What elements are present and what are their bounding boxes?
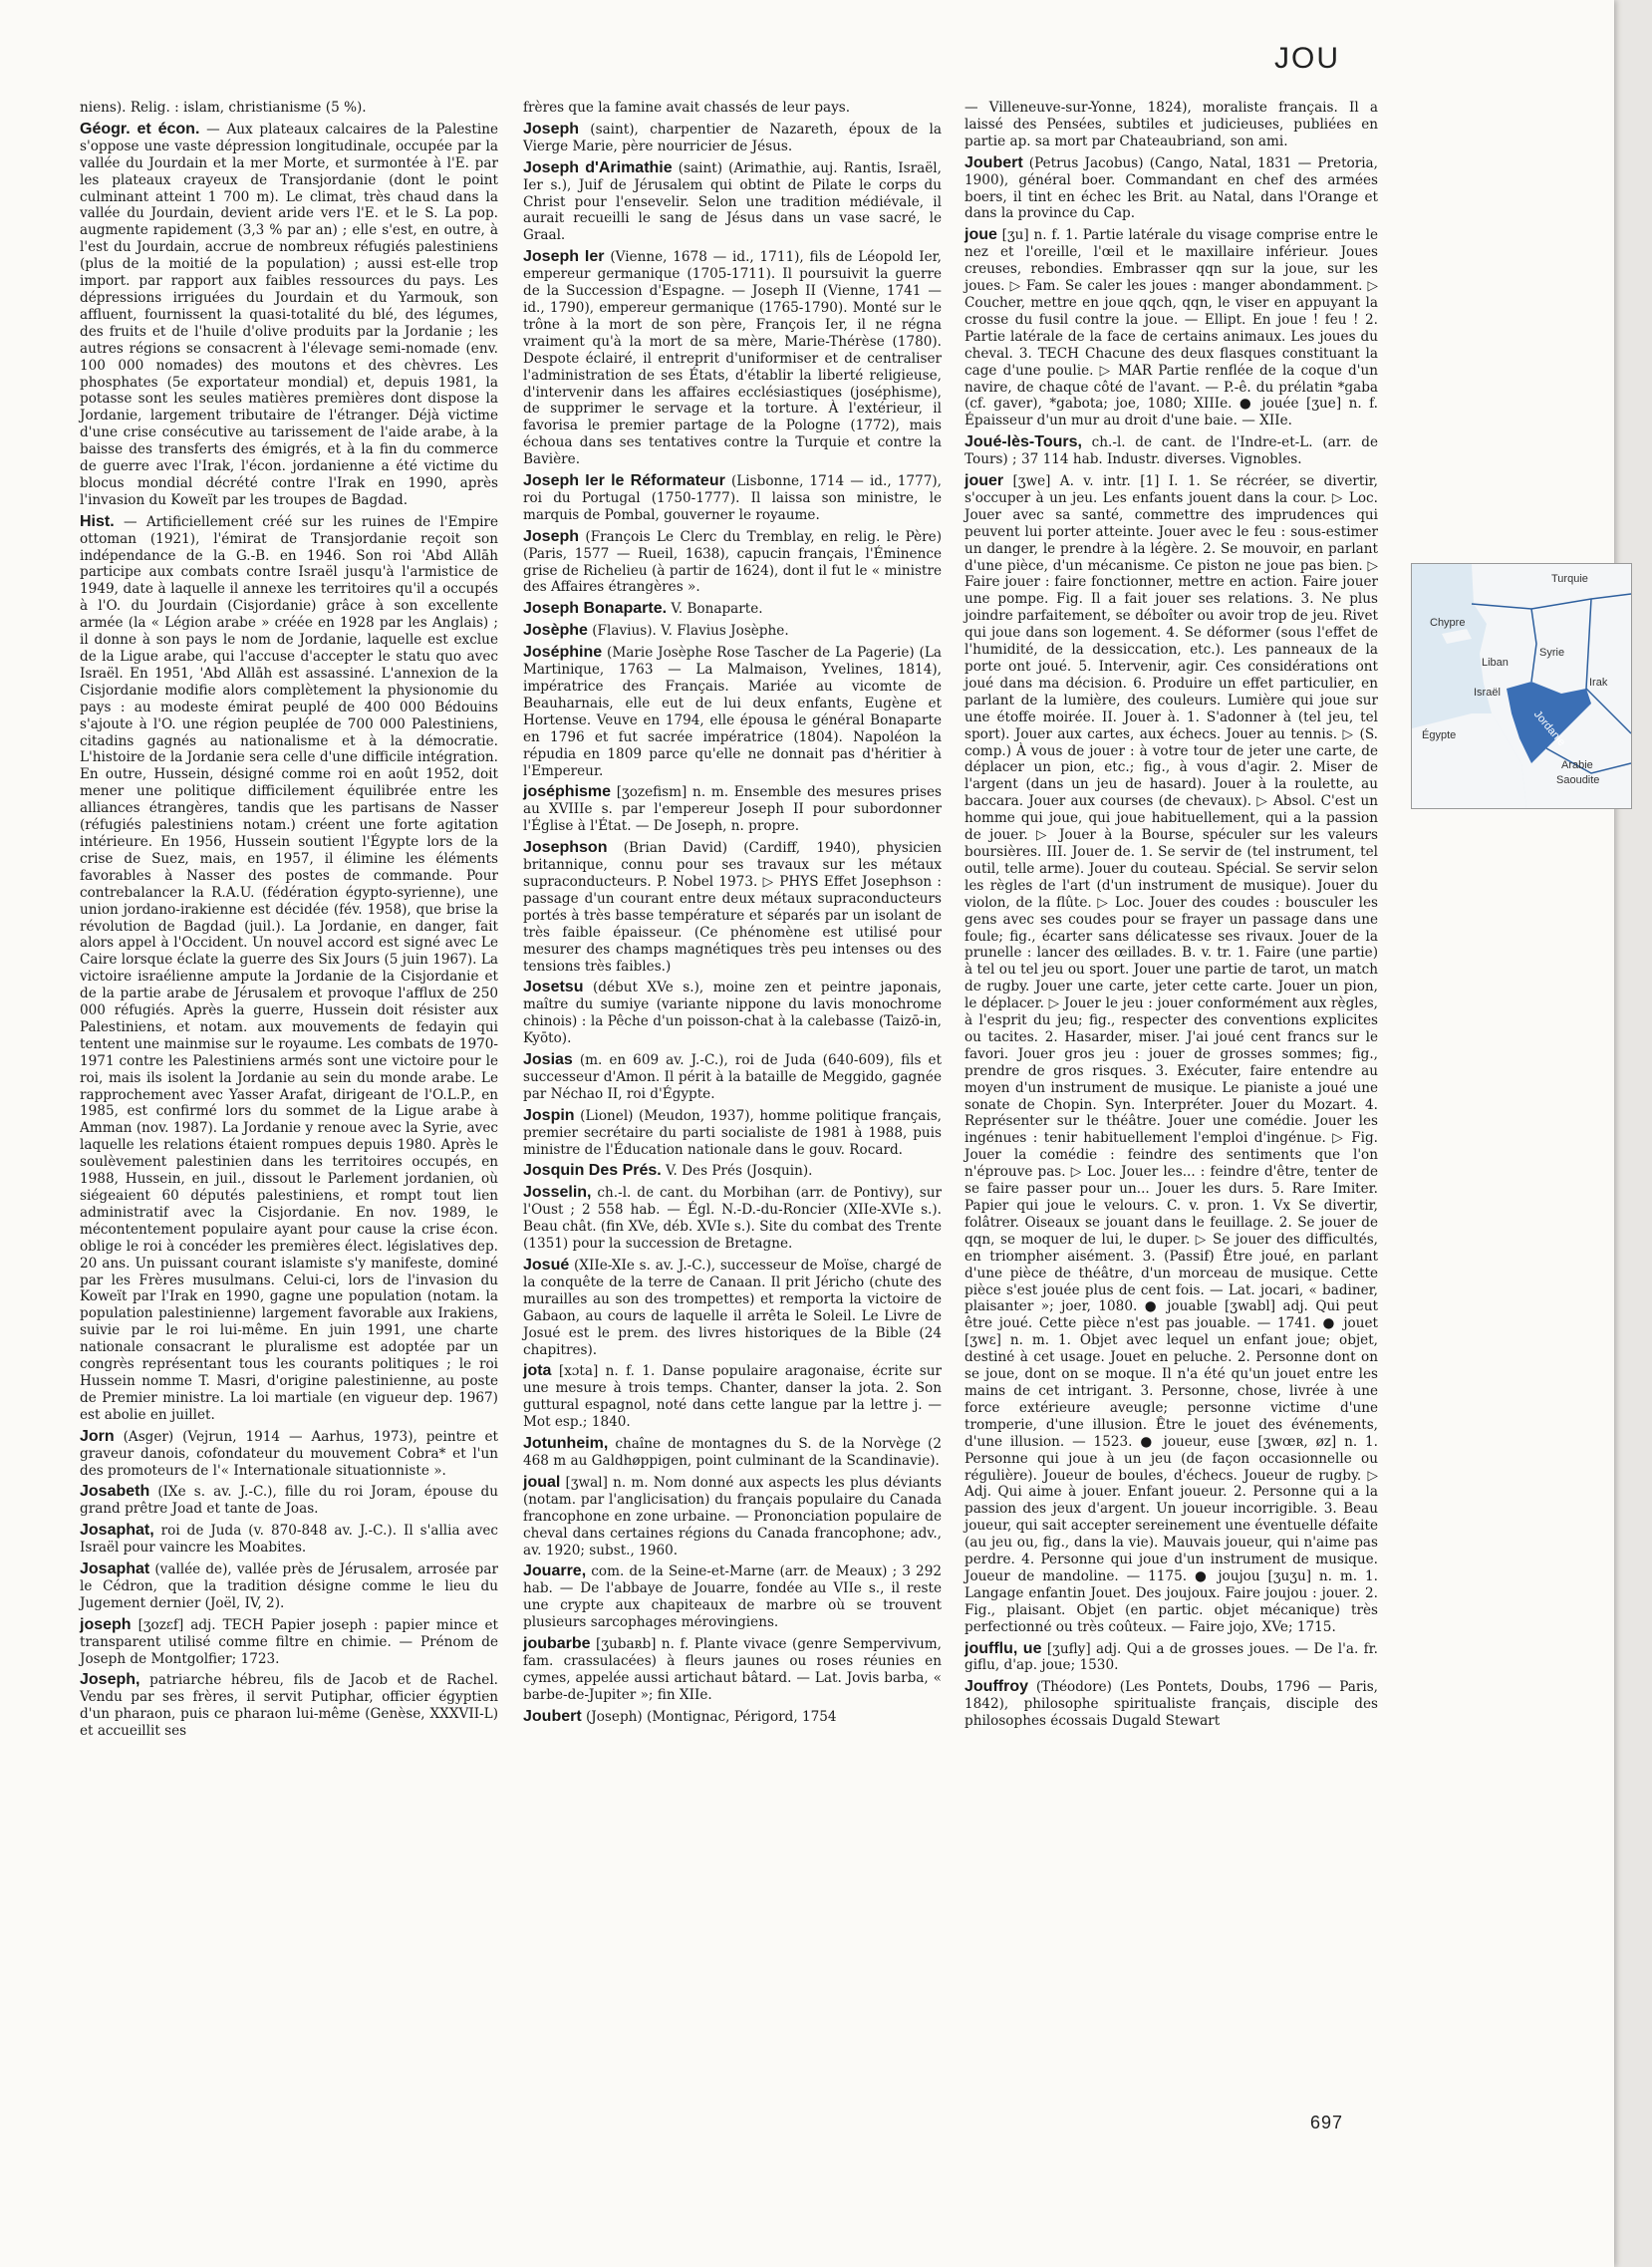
entry-headword: Joseph d'Arimathie xyxy=(523,158,673,176)
dictionary-entry xyxy=(523,1636,942,1704)
dictionary-entry xyxy=(523,1052,942,1103)
dictionary-entry xyxy=(523,249,942,468)
entry-definition: (vallée de), vallée près de Jérusalem, arrosée par le Cédron, que la tradition désigne comme le lieu du Jugement dernier (Joël, IV, 2). xyxy=(80,1561,498,1611)
entry-definition: frères que la famine avait chassés de leur pays. xyxy=(523,100,851,116)
entry-definition: (saint), charpentier de Nazareth, époux de la Vierge Marie, père nourricier de Jésus. xyxy=(523,121,942,154)
entry-definition: [ʒwal] n. m. Nom donné aux aspects les plus déviants (notam. par l'anglicisation) du français populaire du Canada francophone en zone urbaine. — Prononciation populaire de cheval dans certaines régions du Canada francophone; adv., av. 1920; subst., 1960. xyxy=(523,1474,942,1559)
entry-definition: [ʒufly] adj. Qui a de grosses joues. — De l'a. fr. giflu, d'ap. joue; 1530. xyxy=(964,1640,1378,1674)
column-1 xyxy=(80,100,498,1745)
entry-definition: (Asger) (Vejrun, 1914 — Aarhus, 1973), peintre et graveur danois, cofondateur du mouvement Cobra* et l'un des promoteurs de l'« Internationale situationniste ». xyxy=(80,1428,498,1479)
entry-headword: Josquin Des Prés. xyxy=(523,1162,662,1180)
dictionary-entry xyxy=(523,1563,942,1631)
entry-definition: (Théodore) (Les Pontets, Doubs, 1796 — Paris, 1842), philosophe spiritualiste français, disciple des philosophes écossais Dugald Stewart xyxy=(964,1679,1378,1730)
entry-definition: (IXe s. av. J.-C.), fille du roi Joram, épouse du grand prêtre Joad et tante de Joas. xyxy=(80,1484,498,1518)
entry-definition: com. de la Seine-et-Marne (arr. de Meaux) ; 3 292 hab. — De l'abbaye de Jouarre, fondée au VIIe s., il reste une crypte aux chapiteaux de marbre où se trouvent plusieurs sarcophages mérovingiens. xyxy=(523,1563,942,1631)
entry-headword: joufflu, ue xyxy=(964,1639,1042,1657)
dictionary-entry xyxy=(964,434,1378,468)
dictionary-entry xyxy=(523,1363,942,1431)
entry-definition: [ʒu] n. f. 1. Partie latérale du visage comprise entre le nez et l'oreille, l'œil et le maxillaire inférieur. Joues creuses, rebondies. Embrasser qqn sur la joue, sur les joues. ▷ Fam. Se caler les joues : manger abondamment. ▷ Coucher, mettre en joue qqch, qqn, le viser en appuyant la crosse du fusil contre la joue. — Ellipt. En joue ! feu ! 2. Partie latérale de la face de certains animaux. Les joues du cheval. 3. TECH Chacune des deux flasques constituant la cage d'une poulie. ▷ MAR Partie renflée de la coque d'un navire, de chaque côté de l'avant. — P.-ê. du prélatin *gaba (cf. gaver), *gabota; joe, 1080; XIIIe. ● jouée [ʒue] n. f. Épaisseur d'un mur au droit d'une baie. — XIIe. xyxy=(964,227,1379,429)
entry-definition: chaîne de montagnes du S. de la Norvège (2 468 m au Galdhøppigen, point culminant de la Scandinavie). xyxy=(523,1436,942,1469)
entry-definition: — Artificiellement créé sur les ruines de l'Empire ottoman (1921), l'émirat de Transjordanie reçoit son indépendance de la G.-B. en 1946. Son roi 'Abd Allāh participe aux combats contre Israël jusqu'à l'armistice de 1949, date à laquelle il annexe les territoires qu'il a occupés à l'O. du Jourdain (Cisjordanie) grâce à son excellente armée (la « Légion arabe » créée en 1928 par les Anglais) ; il donne à son pays le nom de Jordanie, laquelle est exclue de la Ligue arabe, qui l'accuse d'accepter le statu quo avec Israël. En 1951, 'Abd Allāh est assassiné. L'annexion de la Cisjordanie modifie alors complètement la physionomie du pays : au modeste émirat peuplé de 400 000 Bédouins s'ajoute à l'O. une région peuplée de 700 000 Palestiniens, citadins gagnés au nationalisme et à la démocratie. L'histoire de la Jordanie sera celle d'une difficile intégration. En outre, Hussein, désigné comme roi en août 1952, doit mener une politique difficilement équilibrée entre les alliances étrangères, tandis que les partisans de Nasser (réfugiés palestiniens notam.) créent une forte agitation intérieure. En 1956, Hussein soutient l'Égypte lors de la crise de Suez, mais, en 1957, il élimine les éléments favorables à Nasser des postes de commande. Pour contrebalancer la R.A.U. (fédération égypto-syrienne), une union jordano-irakienne est décidée (fév. 1958), que brise la révolution de Bagdad (juil.). La Jordanie, en danger, fait alors appel à l'Occident. Un nouvel accord est signé avec Le Caire lorsque éclate la guerre des Six Jours (5 juin 1967). La victoire israélienne ampute la Jordanie de la Cisjordanie et de la partie arabe de Jérusalem et provoque l'afflux de 250 000 réfugiés. Après la guerre, Hussein doit résister aux Palestiniens, et notam. aux mouvements de fedayin qui tentent une mainmise sur le royaume. Les combats de 1970-1971 contre les Palestiniens armés sont une victoire pour le roi, mais ils isolent la Jordanie au sein du monde arabe. Le rapprochement avec Yasser Arafat, dirigeant de l'O.L.P., en 1985, est confirmé lors du sommet de la Ligue arabe à Amman (nov. 1987). La Jordanie y renoue avec la Syrie, avec laquelle les relations étaient rompues depuis 1980. Après le soulèvement palestinien dans les territoires occupés, en 1988, Hussein, en juil., dissout le Parlement jordanien, où siégeaient 60 députés palestiniens, et rompt tout lien administratif avec la Cisjordanie. En nov. 1989, le mécontentement populaire ayant pour cause la crise écon. oblige le roi à concéder les premières élect. législatives dep. 20 ans. Un puissant courant islamiste s'y manifeste, dominé par les Frères musulmans. Celui-ci, lors de l'invasion du Koweït par l'Irak en 1990, gagne une population (notam. la population palestinienne) largement favorable aux Irakiens, suivie par le roi lui-même. En juin 1991, une charte nationale consacrant le pluralisme est adoptée par un congrès représentant tous les courants politiques ; le roi Hussein nomme T. Masri, d'origine palestinienne, au poste de Premier ministre. La loi martiale (en vigueur dep. 1967) est abolie en juillet. xyxy=(80,513,498,1423)
dictionary-entry xyxy=(523,784,942,835)
map-label-israel: Israël xyxy=(1474,687,1501,699)
dictionary-entry xyxy=(80,100,498,117)
entry-headword: Hist. xyxy=(80,512,115,530)
entry-definition: ch.-l. de cant. du Morbihan (arr. de Pontivy), sur l'Oust ; 2 558 hab. — Égl. N.-D.-du-Roncier (XIIe-XVIe s.). Beau chât. (fin XVe, déb. XVIe s.). Site du combat des Trente (1351) pour la succession de Bretagne. xyxy=(523,1185,942,1253)
entry-definition: V. Des Prés (Josquin). xyxy=(666,1163,813,1180)
entry-headword: Josué xyxy=(523,1257,570,1274)
entry-headword: Géogr. et écon. xyxy=(80,120,200,138)
entry-headword: joubarbe xyxy=(523,1635,591,1653)
entry-headword: Jouffroy xyxy=(964,1678,1028,1696)
entry-definition: [xɔta] n. f. 1. Danse populaire aragonaise, écrite sur une mesure à trois temps. Chanter, danser la jota. 2. Son guttural espagnol, noté dans cette langue par la lettre j. — Mot esp.; 1840. xyxy=(523,1363,942,1431)
entry-headword: Joué-lès-Tours, xyxy=(964,433,1082,451)
dictionary-entry xyxy=(80,514,498,1424)
map-label-jordanie: Jordanie xyxy=(1530,708,1568,749)
dictionary-entry xyxy=(964,1641,1378,1675)
entry-headword: Joseph Ier le Réformateur xyxy=(523,472,725,490)
entry-definition: (Lisbonne, 1714 — id., 1777), roi du Portugal (1750-1777). Il laissa son ministre, le marquis de Pombal, gouverner le royaume. xyxy=(523,473,942,523)
dictionary-entry xyxy=(523,980,942,1047)
dictionary-entry xyxy=(523,529,942,597)
entry-headword: Josabeth xyxy=(80,1483,150,1501)
dictionary-entry xyxy=(80,1484,498,1518)
page-number: 697 xyxy=(1309,2113,1343,2132)
entry-definition: (Marie Josèphe Rose Tascher de La Pagerie) (La Martinique, 1763 — La Malmaison, Yvelines, 1814), impératrice des Français. Mariée au vicomte de Beauharnais, elle eut de lui deux enfants, Eugène et Hortense. Veuve en 1794, elle épousa le général Bonaparte en 1796 et fut sacrée impératrice (1804). Napoléon la répudia en 1809 parce qu'elle ne donnait pas d'héritier à l'Empereur. xyxy=(523,645,942,779)
entry-definition: ch.-l. de cant. de l'Indre-et-L. (arr. de Tours) ; 37 114 hab. Industr. diverses. Vignobles. xyxy=(964,434,1378,468)
dictionary-entry xyxy=(80,1429,498,1480)
map-label-liban: Liban xyxy=(1482,657,1509,669)
entry-headword: Joubert xyxy=(523,1707,582,1725)
entry-headword: Jouarre, xyxy=(523,1562,587,1580)
map-label-irak: Irak xyxy=(1589,677,1608,689)
map-label-syrie: Syrie xyxy=(1539,647,1565,659)
dictionary-entry xyxy=(523,1436,942,1470)
entry-definition: niens). Relig. : islam, christianisme (5 %). xyxy=(80,100,367,116)
entry-definition: [ʒwe] A. v. intr. [1] I. 1. Se récréer, se divertir, s'occuper à un jeu. Les enfants jouent dans la cour. ▷ Loc. Jouer avec sa santé, commettre des imprudences qui peuvent lui porter atteinte. Jouer avec le feu : sous-estimer un danger, le prendre à la légère. 2. Se mouvoir, en parlant d'une pièce, d'un mécanisme. Ce piston ne joue pas bien. ▷ Faire jouer : faire fonctionner, mettre en action. Faire jouer une pompe. Fig. Il a fait jouer ses relations. 3. Ne plus joindre parfaitement, se déboîter ou avoir trop de jeu. Rivet qui joue dans son logement. 4. Se déformer (sous l'effet de l'humidité, de la dessiccation, etc.). Les panneaux de la porte ont joué. 5. Intervenir, agir. Ces considérations ont joué dans ma décision. 6. Produire un effet particulier, en parlant de la lumière, des couleurs. Lumière qui joue sur une étoffe moirée. II. Jouer à. 1. S'adonner à (tel jeu, tel sport). Jouer aux cartes, aux échecs. Jouer au tennis. ▷ (S. comp.) À vous de jouer : à votre tour de jeter une carte, de déplacer un pion, etc.; fig., à vous d'agir. 2. Miser de l'argent (dans un jeu de hasard). Jouer à la roulette, au baccara. Jouer aux courses (de chevaux). ▷ Absol. C'est un homme qui joue, qui joue habituellement, qui a la passion de jouer. ▷ Jouer à la Bourse, spéculer sur les valeurs boursières. III. Jouer de. 1. Se servir de (tel instrument, tel outil, telle arme). Jouer du couteau. Spécial. Se servir selon les règles de l'art (d'un instrument de musique). Jouer du violon, de la flûte. ▷ Loc. Jouer des coudes : bousculer les gens avec ses coudes pour se frayer un passage dans une foule; fig., écarter sans délicatesse ses rivaux. Jouer de la prunelle : lancer des œillades. B. v. tr. 1. Faire (une partie) à tel ou tel jeu ou sport. Jouer une partie de tarot, un match de rugby. Jouer une carte, jeter cette carte. Jouer un pion, le déplacer. ▷ Jouer le jeu : jouer conformément aux règles, à l'esprit du jeu; fig., respecter des conventions explicites ou tacites. 2. Hasarder, miser. J'ai joué cent francs sur le favori. Jouer gros jeu : jouer de grosses sommes; fig., prendre de gros risques. 3. Exécuter, faire entendre au moyen d'un instrument de musique. Le pianiste a joué une sonate de Chopin. Syn. Interpréter. Jouer du Mozart. 4. Représenter sur le théâtre. Jouer une comédie. Jouer les ingénues : tenir habituellement l'emploi d'ingénue. ▷ Fig. Jouer la comédie : feindre des sentiments que l'on n'éprouve pas. ▷ Loc. Jouer les... : feindre d'être, tenter de se faire passer pour un... Jouer les durs. 5. Rare Imiter. Papier qui joue le velours. C. v. pron. 1. Vx Se divertir, folâtrer. Oiseaux se jouant dans le feuillage. 2. Se jouer de qqn, se moquer de lui, le duper. ▷ Se jouer des difficultés, en triompher aisément. 3. (Passif) Être joué, en parlant d'une pièce de théâtre, d'un morceau de musique. Cette pièce s'est jouée plus de cent fois. — Lat. jocari, « badiner, plaisanter »; joer, 1080. ● jouable [ʒwabl] adj. Qui peut être joué. Cette pièce n'est pas jouable. — 1741. ● jouet [ʒwɛ] n. m. 1. Objet avec lequel un enfant joue; objet, destiné à cet usage. Jouet en peluche. 2. Personne dont on se joue, dont on se moque. Il n'a été qu'un jouet entre les mains de cet intrigant. 3. Personne, chose, livrée à une force extérieure aveugle; personne victime d'une tromperie, d'une illusion. Être le jouet des événements, d'une illusion. — 1523. ● joueur, euse [ʒwœʀ, øz] n. 1. Personne qui joue à un jeu (de façon occasionnelle ou régulière). Joueur de boules, d'échecs. Joueur de rugby. ▷ Adj. Qui aime à jouer. Enfant joueur. 2. Personne qui a la passion des jeux d'argent. Un joueur incorrigible. 3. Beau joueur, qui sait accepter sereinement une éventuelle défaite (au jeu ou, fig., dans la vie). Mauvais joueur, qui n'aime pas perdre. 4. Personne qui joue d'un instrument de musique. Joueur de mandoline. — 1175. ● joujou [ʒuʒu] n. m. 1. Langage enfantin Jouet. Des joujoux. Faire joujou : jouer. 2. Fig., plaisant. Objet (en partic. objet mécanique) très perfectionné ou très coûteux. — Faire jojo, XVe; 1715. xyxy=(964,473,1378,1635)
column-3 xyxy=(964,100,1378,1735)
entry-definition: — Villeneuve-sur-Yonne, 1824), moraliste français. Il a laissé des Pensées, subtiles et judicieuses, publiées en partie ap. sa mort par Chateaubriand, son ami. xyxy=(964,100,1378,149)
map-label-egypte: Égypte xyxy=(1422,729,1457,741)
dictionary-entry xyxy=(523,122,942,155)
entry-headword: Jorn xyxy=(80,1427,115,1445)
dictionary-entry xyxy=(80,1672,498,1740)
dictionary-entry xyxy=(523,1475,942,1559)
entry-definition: V. Bonaparte. xyxy=(671,601,763,618)
map-label-arabie: Arabie xyxy=(1561,759,1593,771)
dictionary-entry xyxy=(964,227,1378,429)
dictionary-entry xyxy=(80,122,498,509)
dictionary-entry xyxy=(523,100,942,117)
dictionary-entry xyxy=(523,601,942,618)
entry-headword: Jospin xyxy=(523,1106,575,1124)
entry-definition: (François Le Clerc du Tremblay, en relig. le Père) (Paris, 1577 — Rueil, 1638), capucin français, l'Éminence grise de Richelieu (à partir de 1624), dont il fut le « ministre des Affaires étrangères ». xyxy=(523,528,942,596)
entry-definition: — Aux plateaux calcaires de la Palestine s'oppose une vaste dépression longitudinale, occupée par la vallée du Jourdain et la mer Morte, et surmontée à l'E. par les plateaux crayeux de Transjordanie (dont le point culminant atteint 1 700 m). Le climat, très chaud dans la vallée du Jourdain, devient aride vers l'E. et le S. La pop. augmente rapidement (3,3 % par an) ; elle s'est, en outre, à l'est du Jourdain, accrue de nombreux réfugiés palestiniens (plus de la moitié de la population) ; aussi est-elle trop import. par rapport aux faibles ressources du pays. Les dépressions irriguées du Jourdain et du Yarmouk, son affluent, fournissent la quasi-totalité du blé, des légumes, des fruits et de l'huile d'olive produits par la Jordanie ; les autres régions se consacrent à l'élevage semi-nomade (env. 100 000 nomades) des moutons et des chèvres. Les phosphates (5e exportateur mondial) et, depuis 1981, la potasse sont les seules matières premières dont dispose la Jordanie, largement tributaire de l'étranger. Déjà victime d'une crise consécutive au tarissement de l'aide arabe, à la baisse des transferts des émigrés, et à la fin du commerce de guerre avec l'Irak, l'écon. jordanienne a été victime du blocus mondial décrété contre l'Irak en 1990, après l'invasion du Koweït par les troupes de Bagdad. xyxy=(80,121,498,508)
entry-headword: Joubert xyxy=(964,153,1023,171)
entry-definition: (saint) (Arimathie, auj. Rantis, Israël, Ier s.), Juif de Jérusalem qui obtint de Pilate le corps du Christ pour l'ensevelir. Selon une tradition médiévale, il aurait recueilli le sang de Jésus dans un vase sacré, le Graal. xyxy=(523,159,942,244)
entry-headword: jouer xyxy=(964,472,1004,490)
dictionary-entry xyxy=(80,1617,498,1668)
entry-headword: Joséphine xyxy=(523,644,603,662)
map-svg xyxy=(1412,564,1631,808)
entry-definition: [ʒozɛf] adj. TECH Papier joseph : papier mince et transparent utilisé comme filtre en chimie. — Prénom de Joseph de Montgolfier; 1723. xyxy=(80,1616,498,1667)
column-2 xyxy=(523,100,942,1731)
entry-definition: (Flavius). V. Flavius Josèphe. xyxy=(592,623,789,640)
dictionary-entry xyxy=(80,1523,498,1557)
entry-headword: Joseph xyxy=(523,527,580,545)
entry-definition: patriarche hébreu, fils de Jacob et de Rachel. Vendu par ses frères, il servit Putiphar, officier égyptien d'un pharaon, puis ce pharaon lui-même (Genèse, XXXVII-L) et accueillit ses xyxy=(80,1672,498,1740)
dictionary-entry xyxy=(523,1709,942,1726)
entry-headword: Josaphat, xyxy=(80,1522,154,1540)
entry-headword: Joseph, xyxy=(80,1671,140,1689)
entry-headword: joue xyxy=(964,226,997,244)
entry-headword: Joseph Ier xyxy=(523,248,605,266)
dictionary-entry xyxy=(523,1185,942,1253)
entry-definition: [ʒubaʀb] n. f. Plante vivace (genre Sempervivum, fam. crassulacées) à fleurs jaunes ou roses réunies en cymes, appelée aussi artichaut bâtard. — Lat. Jovis barba, « barbe-de-Jupiter »; fin XIIe. xyxy=(523,1636,943,1703)
entry-headword: jota xyxy=(523,1362,552,1380)
jordan-location-map xyxy=(1411,563,1632,809)
dictionary-entry xyxy=(523,1163,942,1180)
dictionary-entry xyxy=(964,155,1378,223)
entry-definition: (Vienne, 1678 — id., 1711), fils de Léopold Ier, empereur germanique (1705-1711). Il poursuivit la guerre de la Succession d'Espagne. — Joseph II (Vienne, 1741 — id., 1790), empereur germanique (1765-1790). Monté sur le trône à la mort de son père, François Ier, il ne régna vraiment qu'à la mort de sa mère, Marie-Thérèse (1780). Despote éclairé, il entreprit d'uniformiser et de centraliser l'administration de ses États, d'établir la liberté religieuse, d'intervenir dans les affaires ecclésiastiques (joséphisme), de supprimer le servage et la torture. À l'extérieur, il favorisa le premier partage de la Pologne (1772), mais échoua dans ses tentatives contre la Turquie et contre la Bavière. xyxy=(523,249,942,468)
dictionary-entry xyxy=(523,840,942,975)
entry-definition: roi de Juda (v. 870-848 av. J.-C.). Il s'allia avec Israël pour vaincre les Moabites. xyxy=(80,1523,499,1557)
dictionary-entry xyxy=(523,623,942,640)
dictionary-entry xyxy=(964,473,1378,1636)
dictionary-entry xyxy=(523,645,942,779)
map-label-turquie: Turquie xyxy=(1551,573,1588,585)
dictionary-entry xyxy=(964,100,1378,150)
dictionary-entry xyxy=(80,1561,498,1612)
dictionary-entry xyxy=(964,1679,1378,1730)
entry-definition: [ʒozefism] n. m. Ensemble des mesures prises au XVIIIe s. par l'empereur Joseph II pour subordonner l'Église à l'État. — De Joseph, n. propre. xyxy=(523,784,943,835)
entry-headword: Joseph xyxy=(523,120,580,138)
entry-definition: (Petrus Jacobus) (Cango, Natal, 1831 — Pretoria, 1900), général boer. Commandant en chef des armées boers, il tint en échec les Brit. au Natal, dans l'Orange et dans la province du Cap. xyxy=(964,154,1378,222)
map-label-chypre: Chypre xyxy=(1430,617,1466,629)
dictionary-entry xyxy=(523,1258,942,1358)
running-head: JOU xyxy=(1274,42,1340,75)
dictionary-entry xyxy=(523,160,942,245)
entry-definition: (m. en 609 av. J.-C.), roi de Juda (640-609), fils et successeur d'Amon. Il périt à la bataille de Meggido, gagnée par Néchao II, roi d'Égypte. xyxy=(523,1052,942,1102)
entry-definition: (Lionel) (Meudon, 1937), homme politique français, premier secrétaire du parti socialiste de 1981 à 1988, puis ministre de l'Éducation nationale dans le gouv. Rocard. xyxy=(523,1107,943,1158)
entry-definition: (XIIe-XIe s. av. J.-C.), successeur de Moïse, chargé de la conquête de la terre de Canaan. Il prit Jéricho (chute des murailles au son des trompettes) et remporta la victoire de Gabaon, au cours de laquelle il arrêta le Soleil. Le Livre de Josué est le prem. des livres historiques de la Bible (24 chapitres). xyxy=(523,1258,942,1358)
entry-headword: joséphisme xyxy=(523,783,612,801)
entry-definition: (Joseph) (Montignac, Périgord, 1754 xyxy=(586,1708,837,1725)
entry-headword: Josetsu xyxy=(523,979,584,996)
entry-headword: Josaphat xyxy=(80,1560,150,1578)
entry-headword: Josselin, xyxy=(523,1184,592,1202)
entry-headword: Joseph Bonaparte. xyxy=(523,600,668,618)
entry-headword: Josèphe xyxy=(523,622,588,640)
dictionary-entry xyxy=(523,473,942,524)
entry-headword: joseph xyxy=(80,1615,132,1633)
entry-headword: Josephson xyxy=(523,839,608,857)
map-label-saoudite: Saoudite xyxy=(1556,774,1600,786)
entry-definition: (Brian David) (Cardiff, 1940), physicien britannique, connu pour ses travaux sur les métaux supraconducteurs. P. Nobel 1973. ▷ PHYS Effet Josephson : passage d'un courant entre deux métaux supraconducteurs portés à très basse température et séparés par un isolant de très faible épaisseur. (Ce phénomène est utilisé pour mesurer des champs magnétiques très peu intenses ou des tensions très faibles.) xyxy=(523,840,943,975)
entry-definition: (début XVe s.), moine zen et peintre japonais, maître du sumiye (variante nippone du lavis monochrome chinois) : la Pêche d'un poisson-chat à la calebasse (Taizō-in, Kyōto). xyxy=(523,980,942,1047)
entry-headword: Jotunheim, xyxy=(523,1435,609,1453)
dictionary-entry xyxy=(523,1108,942,1159)
entry-headword: joual xyxy=(523,1473,561,1491)
entry-headword: Josias xyxy=(523,1051,573,1069)
